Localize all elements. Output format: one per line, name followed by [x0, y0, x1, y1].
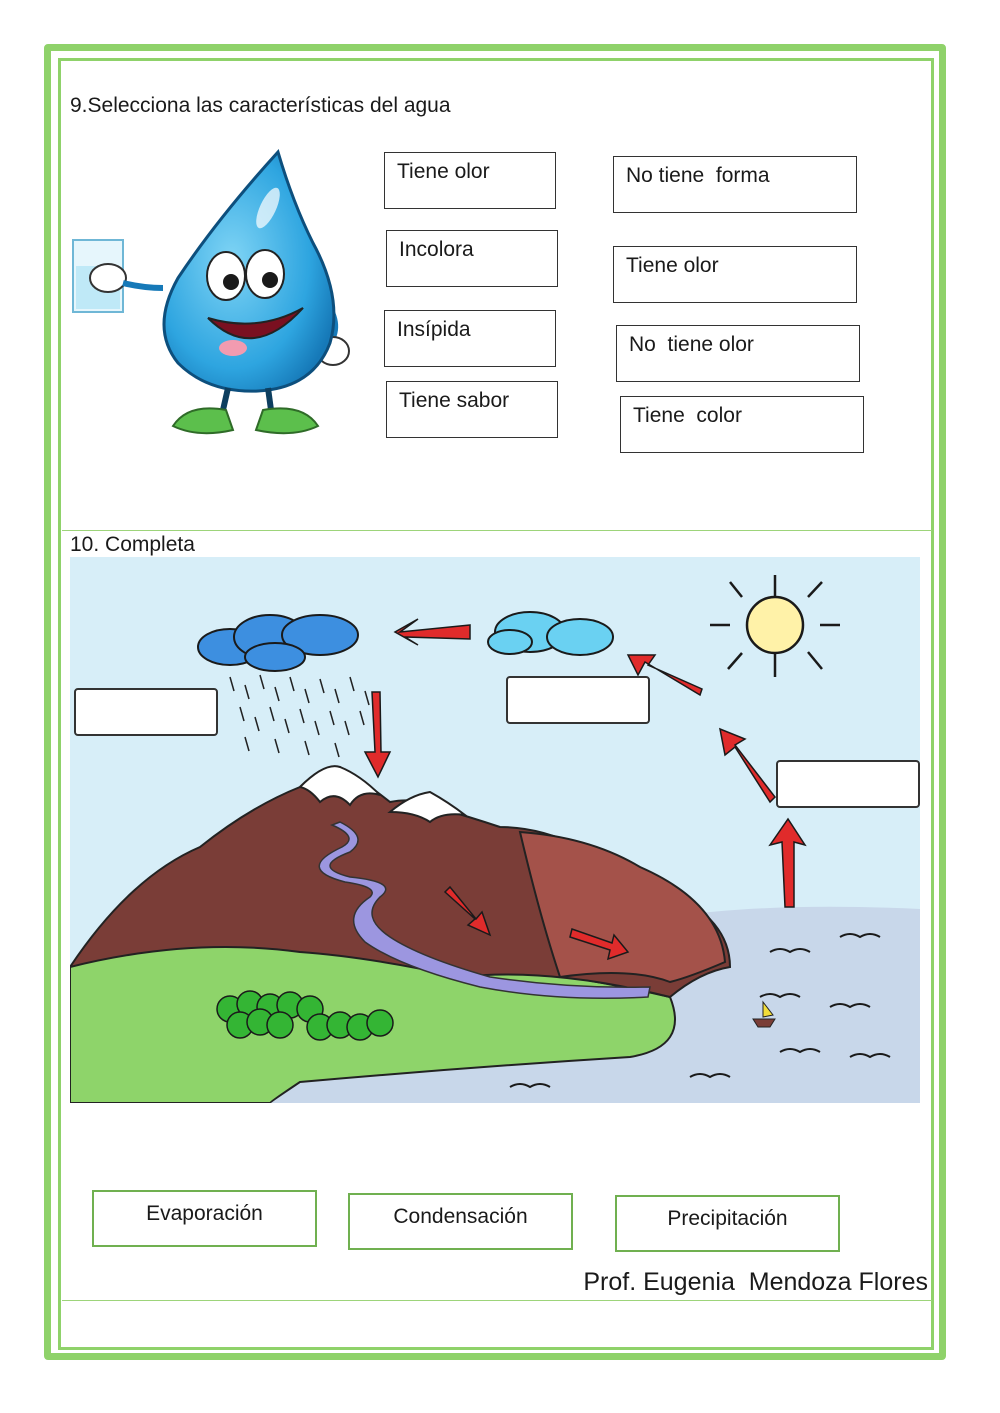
option-tiene-olor-2[interactable]: Tiene olor [613, 246, 857, 303]
word-evaporacion[interactable]: Evaporación [92, 1190, 317, 1247]
option-no-tiene-forma[interactable]: No tiene forma [613, 156, 857, 213]
option-tiene-color[interactable]: Tiene color [620, 396, 864, 453]
water-drop-mascot-illustration [68, 148, 358, 438]
blank-box-evaporation[interactable] [777, 761, 919, 807]
water-cycle-illustration [70, 557, 920, 1103]
footer-divider [62, 1300, 932, 1301]
blank-box-precipitation[interactable] [75, 689, 217, 735]
option-insipida[interactable]: Insípida [384, 310, 556, 367]
option-tiene-sabor[interactable]: Tiene sabor [386, 381, 558, 438]
question-9-title: 9.Selecciona las características del agua [70, 94, 451, 117]
option-incolora[interactable]: Incolora [386, 230, 558, 287]
option-no-tiene-olor[interactable]: No tiene olor [616, 325, 860, 382]
blank-box-condensation[interactable] [507, 677, 649, 723]
word-condensacion[interactable]: Condensación [348, 1193, 573, 1250]
option-tiene-olor[interactable]: Tiene olor [384, 152, 556, 209]
question-10-title: 10. Completa [70, 533, 195, 556]
author-credit: Prof. Eugenia Mendoza Flores [583, 1268, 928, 1296]
section-divider [62, 530, 932, 531]
word-precipitacion[interactable]: Precipitación [615, 1195, 840, 1252]
